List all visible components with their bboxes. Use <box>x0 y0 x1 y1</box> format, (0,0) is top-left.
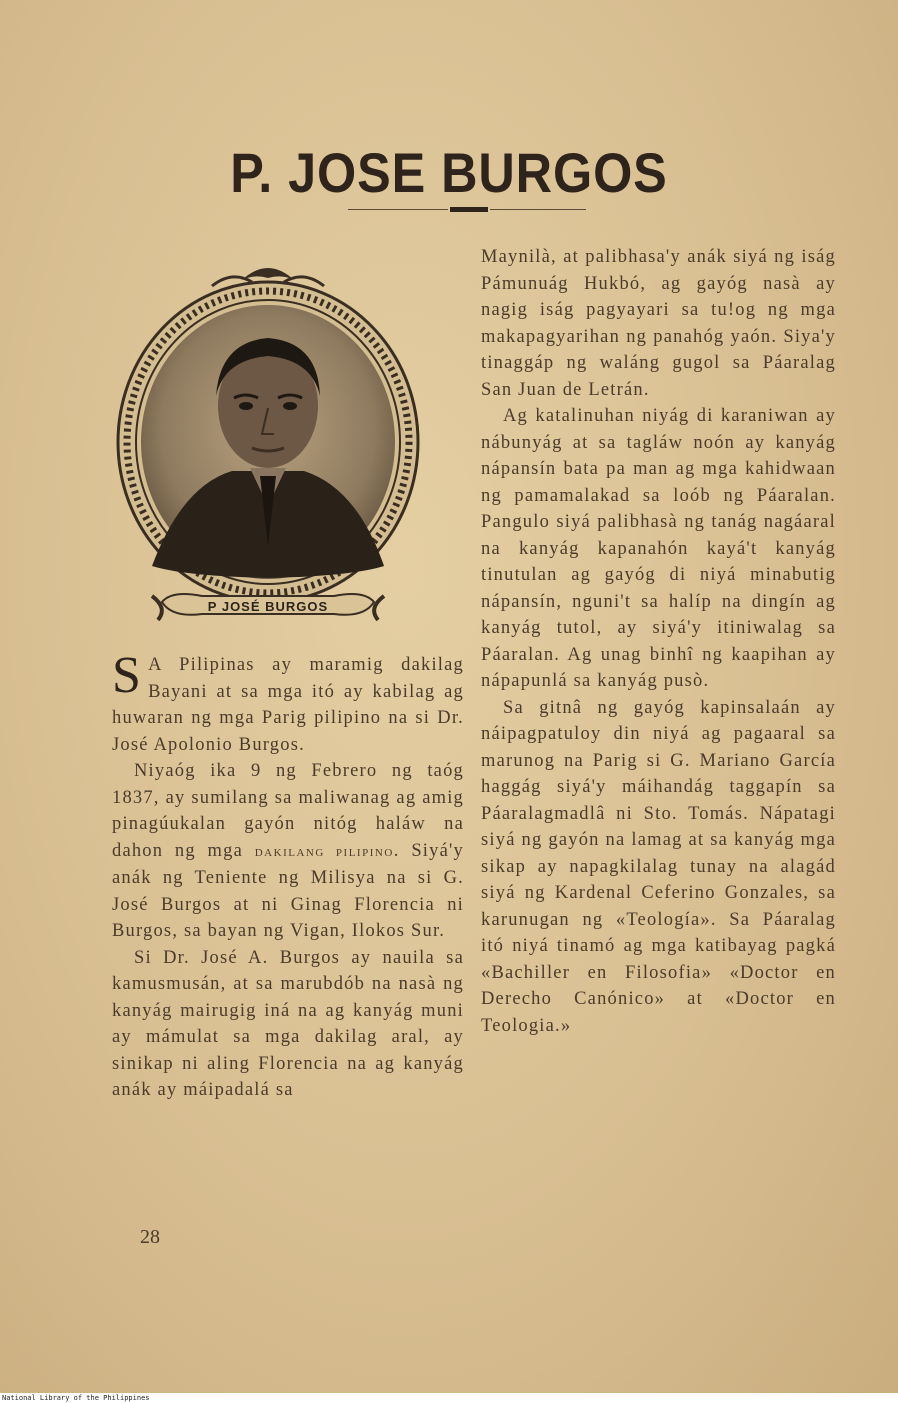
page-number: 28 <box>140 1226 160 1248</box>
paragraph: Ag katalinuhan niyág di karaniwan ay nábunyág at sa tagláw noón ay kanyág nápansín bata pa man ag mga kahidwaan ng pamamalakad sa loób ng Páaralan. Pangulo siyá palibhasà ng tanág nagáaral na kanyág kapanahón kayá't kanyág tinutulan ag gayóg di niyá minabutig nápansín, nguni't sa halíp na dingín ag kanyág tutol, ay siyá'y itiniwalag sa Páaralan. Ag unag binhî ng kaapihan ay nápapunlá sa kanyág pusò. <box>481 406 836 691</box>
portrait-illustration <box>112 256 424 642</box>
portrait-caption: P JOSÉ BURGOS <box>207 599 329 614</box>
paragraph-text: . Siyá'y anák ng Teniente ng Milisya na si G. José Burgos at ni Ginag Florencia ni Burgos, sa bayan ng Vigan, Ilokos Sur. <box>112 840 464 941</box>
footer-credit: National Library of the Philippines <box>2 1394 150 1402</box>
paragraph <box>112 647 464 758</box>
paragraph: Si Dr. José A. Burgos ay nauila sa kamusmusán, at sa marubdób na nasà ng kanyág mairugig iná na ag kanyág muni ay mámulat sa mga dakilag aral, ay sinikap ni aling Florencia na ag kanyág anák ay máipadalá sa <box>112 947 464 1100</box>
footer-strip <box>0 1393 898 1403</box>
paragraph <box>112 758 464 945</box>
title-rule-right <box>490 209 586 210</box>
paragraph: Sa gitnâ ng gayóg kapinsalaán ay náipagpatuloy din niyá ag pagaaral sa marunog na Parig si G. Mariano García haggág siyá'y máihandág taggapín sa Páaralagmadlâ ni Sto. Tomás. Nápatagi siyá ng gayón na lamag at sa kanyág mga sikap ay napagkilalag tunay na alagád siyá ng Kardenal Ceferino Gonzales, sa karunugan ng «Teología». Sa Páaralag itó niyá tinamó ag mga katibayag pagká «Bachiller en Filosofia» «Doctor en Derecho Canónico» at «Doctor en Teologia.» <box>481 697 836 1036</box>
paragraph: Maynilà, at palibhasa'y anák siyá ng iság Pámunuág Hukbó, ag gayóg nasà ay nagig iság pagyayari sa tu!og ng mga makapagyarihan ng panahóg yaón. Siya'y tinaggáp ng waláng gugol sa Páaralag San Juan de Letrán. <box>481 247 836 400</box>
paragraph-text: A Pilipinas ay maramig dakilag Bayani at sa mga itó ay kabilag ag huwaran ng mga Parig pilipino na si Dr. José Apolonio Burgos. <box>112 655 464 755</box>
title-rule-ornament <box>450 207 488 212</box>
title-rule-left <box>348 209 448 210</box>
paragraph-text: Niyaóg ika 9 ng Febrero ng taóg 1837, ay sumilang sa maliwanag ag amig pinagúukalan gayón nitóg haláw na dahon ng mga <box>112 761 464 861</box>
right-column <box>481 244 836 1039</box>
small-caps-text: dakilang pilipino <box>254 843 394 860</box>
page-title: P. JOSE BURGOS <box>230 141 668 204</box>
left-column <box>112 647 464 1104</box>
drop-cap: S <box>112 647 143 704</box>
